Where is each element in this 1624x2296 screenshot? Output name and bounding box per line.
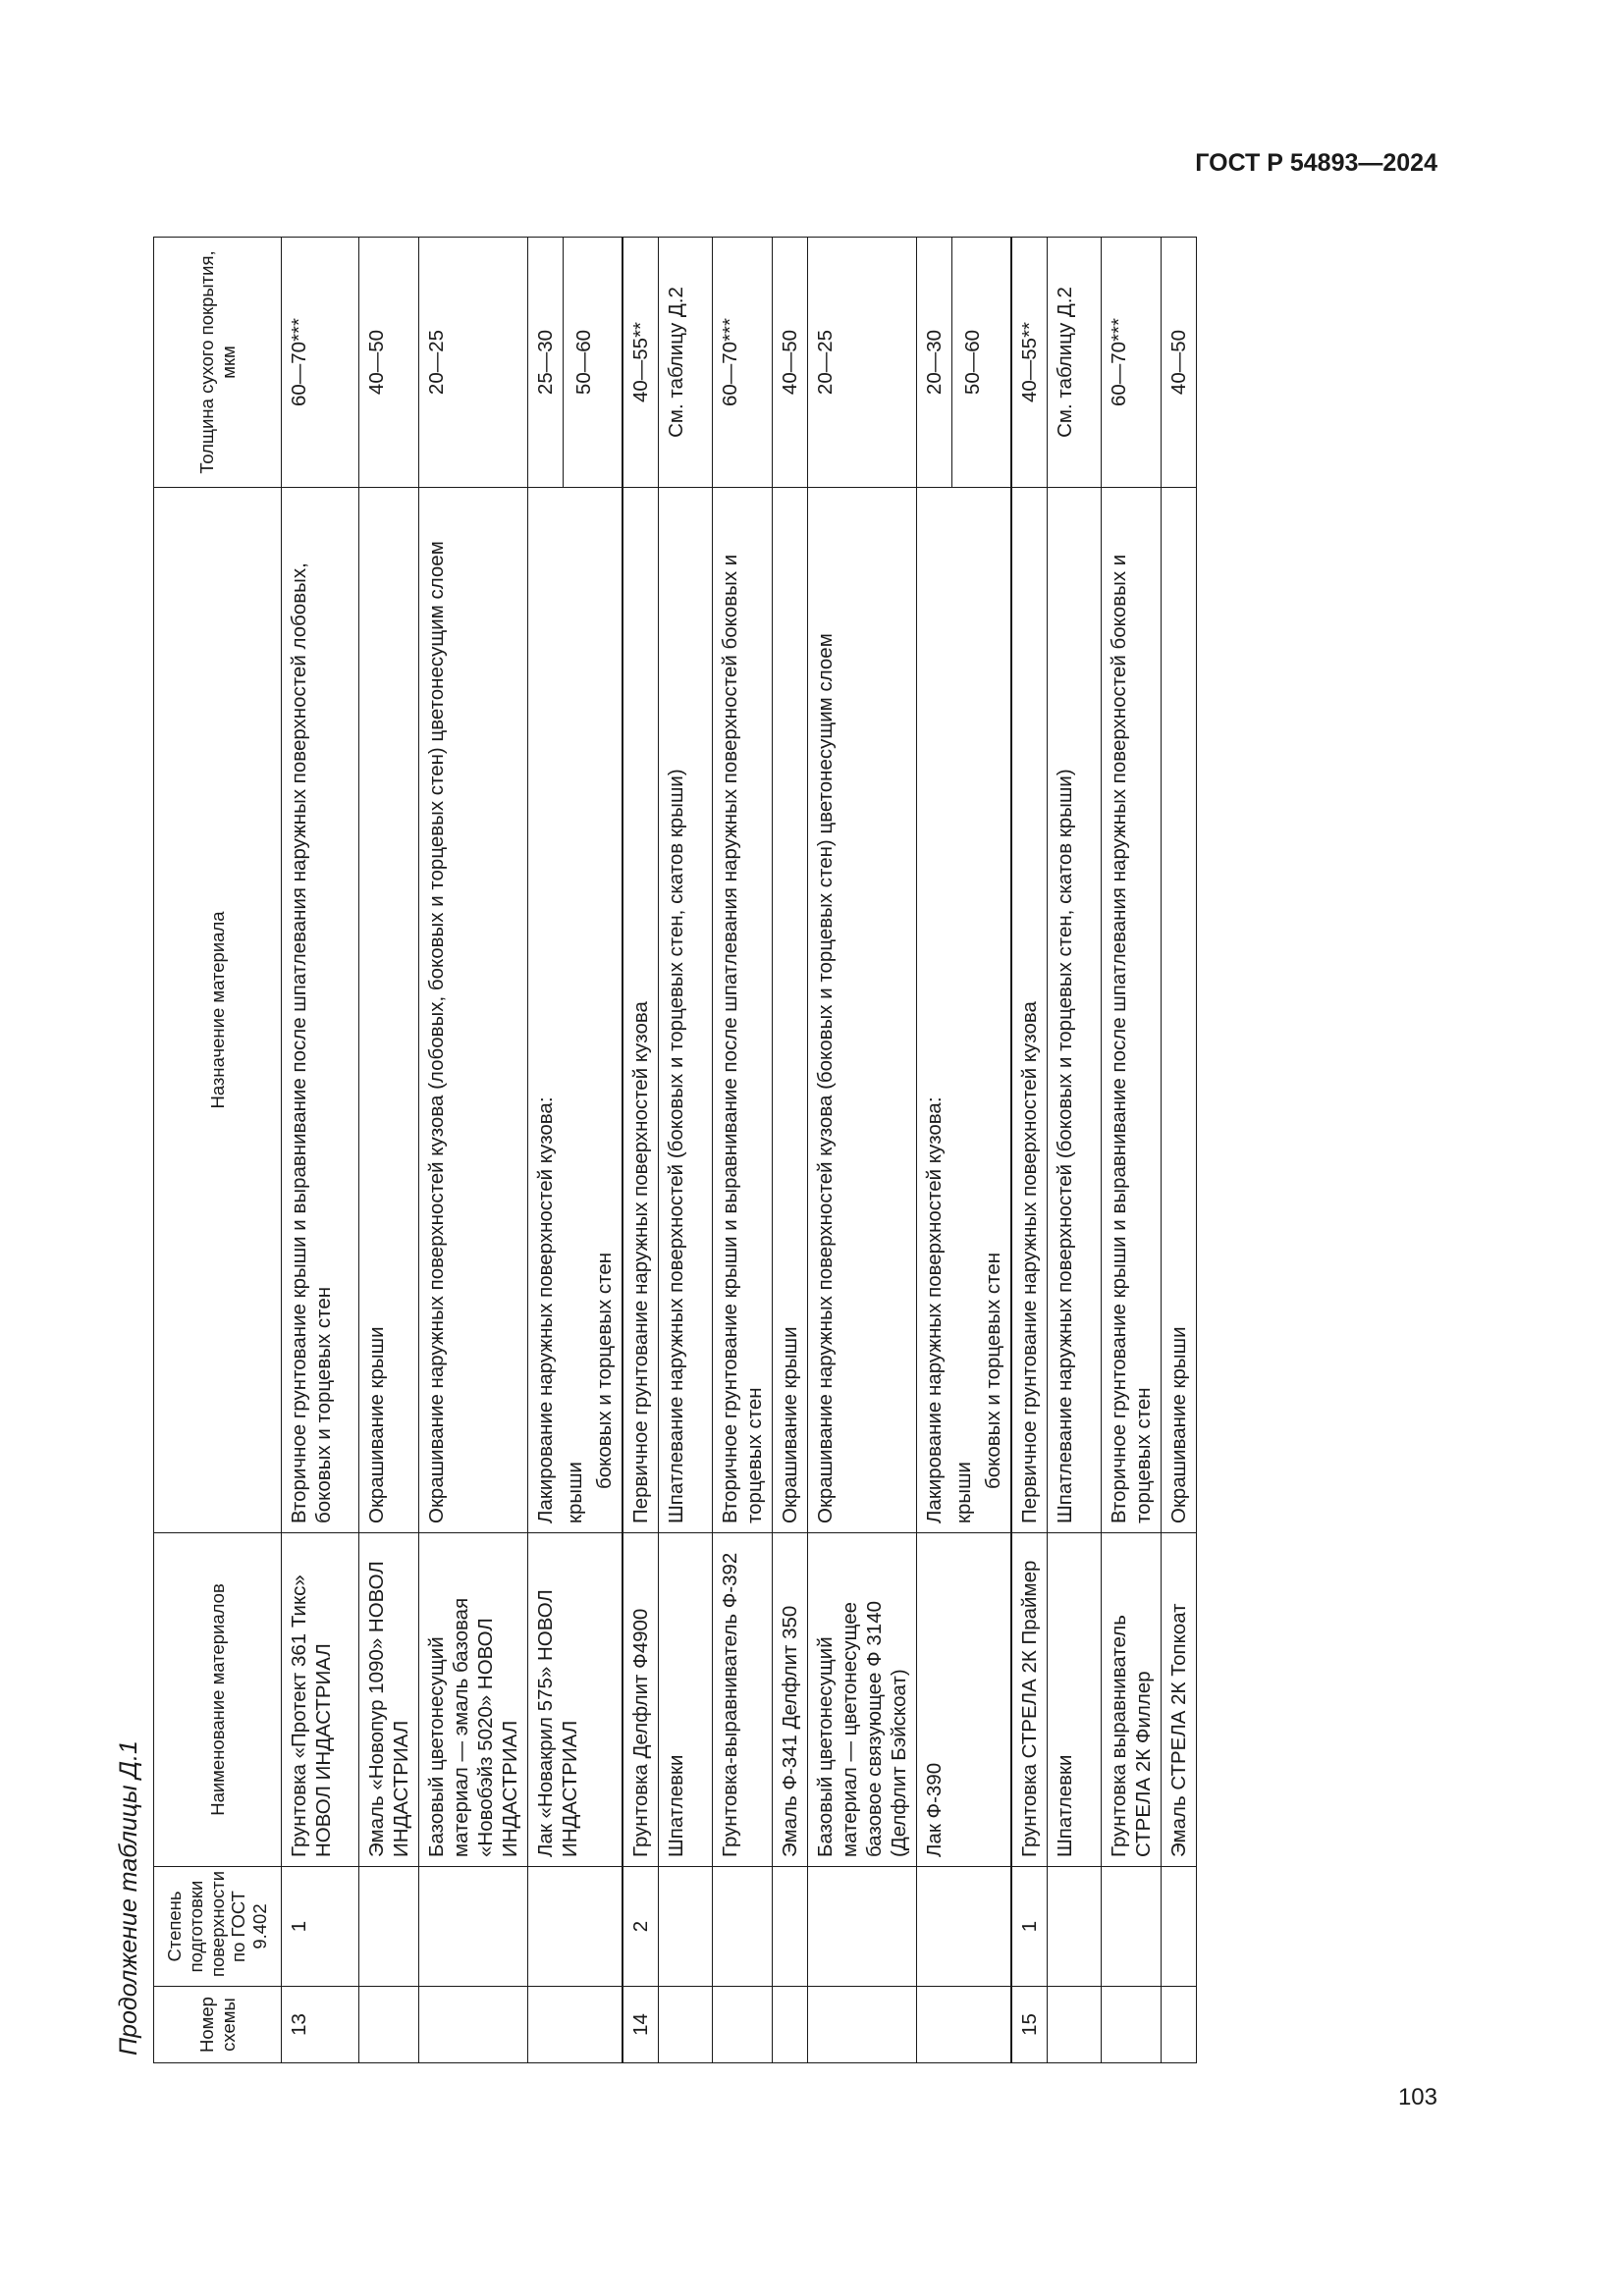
table-row xyxy=(1048,238,1102,2063)
purpose-sub-roof: крыши xyxy=(564,1461,586,1523)
cell-purpose: Окрашивание крыши xyxy=(773,488,808,1533)
thickness-walls: 50—60 xyxy=(563,238,601,487)
cell-thickness: 40—50 xyxy=(1162,238,1197,488)
cell-purpose: Окрашивание крыши xyxy=(1162,488,1197,1533)
cell-thickness: 20—25 xyxy=(419,238,528,488)
cell-scheme: 15 xyxy=(1011,1987,1048,2063)
cell-scheme: 13 xyxy=(282,1987,359,2063)
cell-material: Грунтовка Делфлит Ф4900 xyxy=(623,1533,659,1867)
cell-purpose: Вторичное грунтование крыши и выравнивание после шпатлевания наружных поверхностей боковых и торцевых стен xyxy=(713,488,773,1533)
cell-material: Грунтовка выравниватель СТРЕЛА 2К Филлер xyxy=(1102,1533,1162,1867)
table-header-row xyxy=(154,238,282,2063)
cell-material: Шпатлевки xyxy=(1048,1533,1102,1867)
cell-material: Эмаль СТРЕЛА 2К Топкоат xyxy=(1162,1533,1197,1867)
table-row xyxy=(917,238,1012,2063)
cell-material: Эмаль «Новопур 1090» НОВОЛ ИНДАСТРИАЛ xyxy=(359,1533,419,1867)
cell-material: Лак «Новакрил 575» НОВОЛ ИНДАСТРИАЛ xyxy=(528,1533,623,1867)
purpose-sub-roof: крыши xyxy=(952,1461,975,1523)
table-row xyxy=(808,238,917,2063)
cell-purpose: Шпатлевание наружных поверхностей (боковых и торцевых стен, скатов крыши) xyxy=(1048,488,1102,1533)
cell-prep: 2 xyxy=(623,1867,659,1987)
cell-purpose: Окрашивание крыши xyxy=(359,488,419,1533)
page-number: 103 xyxy=(1397,2084,1437,2110)
purpose-heading: Лакирование наружных поверхностей кузова: xyxy=(923,1096,946,1523)
cell-prep: 1 xyxy=(1011,1867,1048,1987)
cell-material: Грунтовка СТРЕЛА 2К Праймер xyxy=(1011,1533,1048,1867)
cell-material: Базовый цветонесущий материал — эмаль базовая «Новобэйз 5020» НОВОЛ ИНДАСТРИАЛ xyxy=(419,1533,528,1867)
cell-material: Базовый цветонесущий материал — цветонесущее базовое связующее Ф 3140 (Делфлит Бэйскоат) xyxy=(808,1533,917,1867)
table-row xyxy=(659,238,713,2063)
cell-thickness: 60—70*** xyxy=(282,238,359,488)
cell-material: Грунтовка «Протект 361 Тикс» НОВОЛ ИНДАСТРИАЛ xyxy=(282,1533,359,1867)
cell-thickness: 40—55** xyxy=(623,238,659,488)
cell-scheme: 14 xyxy=(623,1987,659,2063)
table-row xyxy=(528,238,623,2063)
cell-prep: 1 xyxy=(282,1867,359,1987)
rotated-table-region xyxy=(104,238,1425,2063)
thickness-roof: 20—30 xyxy=(923,329,946,396)
cell-purpose: Вторичное грунтование крыши и выравнивание после шпатлевания наружных поверхностей боковых и торцевых стен xyxy=(1102,488,1162,1533)
table-row xyxy=(282,238,359,2063)
col-purpose: Назначение материала xyxy=(154,488,282,1533)
table-row xyxy=(713,238,773,2063)
cell-thickness: См. таблицу Д.2 xyxy=(1048,238,1102,488)
thickness-roof: 25—30 xyxy=(534,329,557,396)
cell-thickness: 40—55** xyxy=(1011,238,1048,488)
cell-purpose: Вторичное грунтование крыши и выравнивание после шпатлевания наружных поверхностей лобовых, боковых и торцевых стен xyxy=(282,488,359,1533)
table-row xyxy=(359,238,419,2063)
col-scheme: Номер схемы xyxy=(154,1987,282,2063)
purpose-sub-walls: боковых и торцевых стен xyxy=(982,1252,1004,1489)
cell-thickness: 40—50 xyxy=(773,238,808,488)
cell-purpose xyxy=(917,488,1012,1533)
standard-number: ГОСТ Р 54893—2024 xyxy=(1195,149,1437,177)
cell-material: Грунтовка-выравниватель Ф-392 xyxy=(713,1533,773,1867)
table-row xyxy=(1162,238,1197,2063)
col-materials: Наименование материалов xyxy=(154,1533,282,1867)
cell-purpose: Окрашивание наружных поверхностей кузова (лобовых, боковых и торцевых стен) цветонесущим слоем xyxy=(419,488,528,1533)
cell-thickness: 20—25 xyxy=(808,238,917,488)
col-thickness: Толщина сухого покрытия, мкм xyxy=(154,238,282,488)
cell-thickness: См. таблицу Д.2 xyxy=(659,238,713,488)
table-caption: Продолжение таблицы Д.1 xyxy=(115,1740,142,2056)
cell-thickness: 40—50 xyxy=(359,238,419,488)
cell-thickness xyxy=(917,238,1012,488)
cell-purpose: Первичное грунтование наружных поверхностей кузова xyxy=(623,488,659,1533)
cell-material: Эмаль Ф-341 Делфлит 350 xyxy=(773,1533,808,1867)
cell-purpose xyxy=(528,488,623,1533)
table-row xyxy=(1011,238,1048,2063)
cell-purpose: Окрашивание наружных поверхностей кузова (боковых и торцевых стен) цветонесущим слоем xyxy=(808,488,917,1533)
table-row xyxy=(773,238,808,2063)
cell-thickness xyxy=(528,238,623,488)
col-prep: Степень подготовки поверхности по ГОСТ 9.402 xyxy=(154,1867,282,1987)
purpose-heading: Лакирование наружных поверхностей кузова: xyxy=(534,1096,557,1523)
cell-purpose: Первичное грунтование наружных поверхностей кузова xyxy=(1011,488,1048,1533)
cell-thickness: 60—70*** xyxy=(1102,238,1162,488)
cell-thickness: 60—70*** xyxy=(713,238,773,488)
purpose-sub-walls: боковых и торцевых стен xyxy=(593,1252,616,1489)
cell-material: Лак Ф-390 xyxy=(917,1533,1012,1867)
table-row xyxy=(1102,238,1162,2063)
thickness-walls: 50—60 xyxy=(951,238,990,487)
table-row xyxy=(623,238,659,2063)
materials-table xyxy=(153,237,1197,2063)
cell-material: Шпатлевки xyxy=(659,1533,713,1867)
table-row xyxy=(419,238,528,2063)
cell-purpose: Шпатлевание наружных поверхностей (боковых и торцевых стен, скатов крыши) xyxy=(659,488,713,1533)
